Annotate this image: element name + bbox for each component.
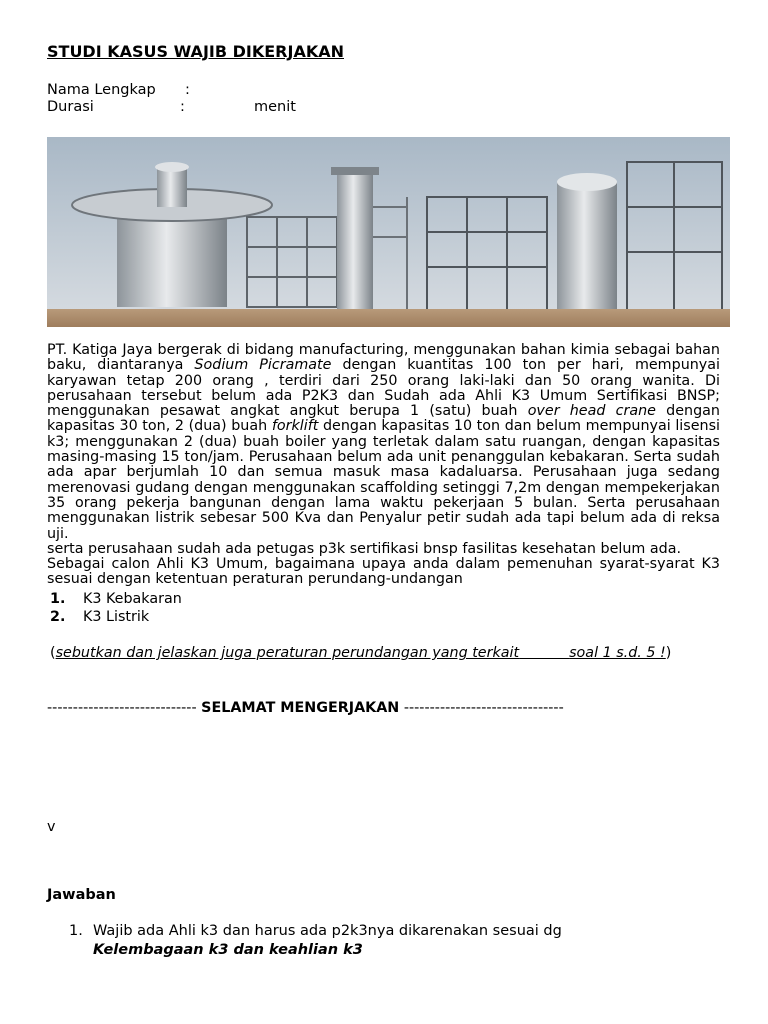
case-paragraph-3: Sebagai calon Ahli K3 Umum, bagaimana upaya anda dalam pemenuhan syarat-syarat K3 sesuai dengan ketentuan peraturan perundang-undangan	[47, 556, 720, 588]
stray-character: v	[47, 819, 56, 835]
case-paragraph-2: serta perusahaan sudah ada petugas p3k sertifikasi bnsp fasilitas kesehatan belum ada.	[47, 540, 682, 557]
industrial-plant-photo	[47, 137, 730, 327]
duration-label: Durasi	[47, 99, 94, 115]
name-label: Nama Lengkap	[47, 82, 156, 98]
duration-colon: :	[180, 99, 185, 115]
name-colon: :	[185, 82, 190, 98]
case-description	[47, 343, 720, 588]
case-paragraph-1: PT. Katiga Jaya bergerak di bidang manufacturing, menggunakan bahan kimia sebagai bahan baku, diantaranya Sodium Picramate dengan kuantitas 100 ton per hari, mempunyai karyawan tetap 200 orang , terdiri dari 250 orang laki-laki dan 50 orang wanita. Di perusahaan tersebut belum ada P2K3 dan Sudah ada Ahli K3 Umum Sertifikasi BNSP; menggunakan pesawat angkat angkut berupa 1 (satu) buah over head crane dengan kapasitas 30 ton, 2 (dua) buah forklift dengan kapasitas 10 ton dan belum mempunyai lisensi k3; menggunakan 2 (dua) buah boiler yang terletak dalam satu ruangan, dengan kapasitas masing-masing 15 ton/jam. Perusahaan belum ada unit penanggulan kebakaran. Serta sudah ada apar berjumlah 10 dan semua masuk masa kadaluarsa. Perusahaan juga sedang merenovasi gudang dengan menggunakan scaffolding setinggi 7,2m dengan mempekerjakan 35 orang pekerja bangunan dengan lama waktu pekerjaan 5 bulan. Serta perusahaan menggunakan listrik sebesar 500 Kva dan Penyalur petir sudah ada tapi belum ada di reksa uji.	[47, 342, 721, 542]
document-title: STUDI KASUS WAJIB DIKERJAKAN	[47, 42, 344, 61]
closing-line: ----------------------------- SELAMAT MENGERJAKAN -------------------------------	[47, 700, 564, 716]
answer-heading: Jawaban	[47, 887, 116, 903]
duration-unit: menit	[254, 99, 296, 115]
instruction-note: (sebutkan dan jelaskan juga peraturan perundangan yang terkait soal 1 s.d. 5 !)	[50, 645, 672, 661]
